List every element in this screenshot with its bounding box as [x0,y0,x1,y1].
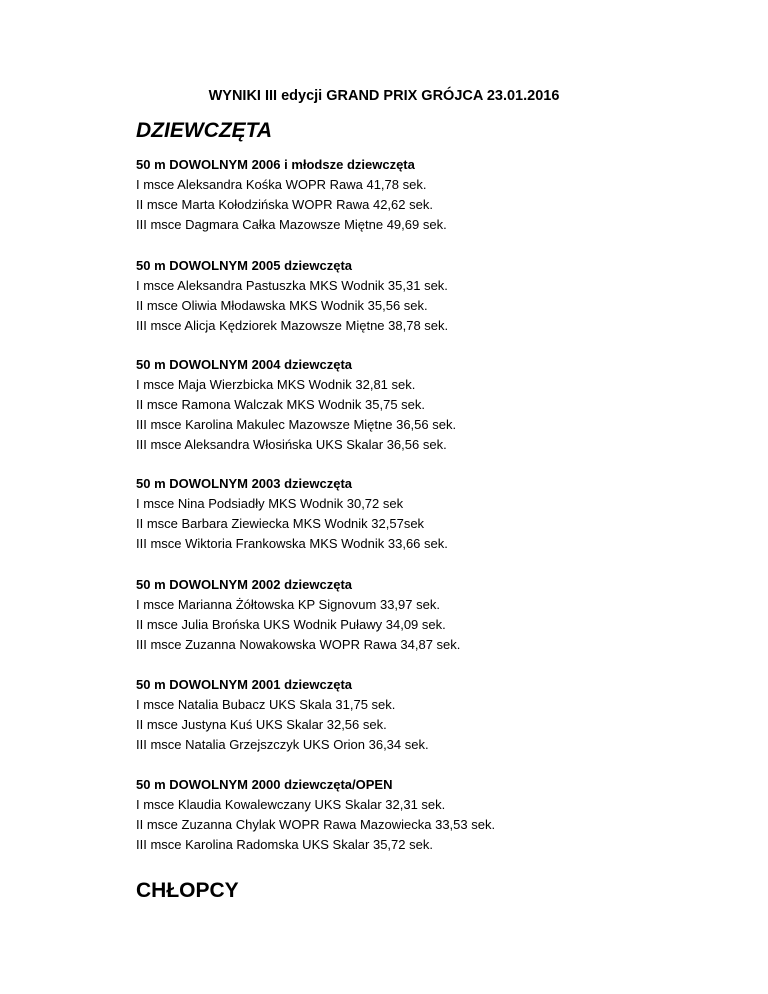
result-line: III msce Karolina Radomska UKS Skalar 35,72 sek. [136,837,433,852]
event-block [136,775,736,855]
event-title: 50 m DOWOLNYM 2003 dziewczęta [136,476,353,491]
result-line: II msce Ramona Walczak MKS Wodnik 35,75 sek. [136,397,425,412]
result-line: I msce Maja Wierzbicka MKS Wodnik 32,81 sek. [136,377,416,392]
event-title: 50 m DOWOLNYM 2001 dziewczęta [136,677,353,692]
event-block [136,256,736,336]
event-title: 50 m DOWOLNYM 2005 dziewczęta [136,258,353,273]
result-line: III msce Aleksandra Włosińska UKS Skalar 36,56 sek. [136,437,447,452]
event-block [136,355,736,455]
result-line: III msce Alicja Kędziorek Mazowsze Miętne 38,78 sek. [136,318,449,333]
result-line: I msce Aleksandra Kośka WOPR Rawa 41,78 sek. [136,177,427,192]
event-title: 50 m DOWOLNYM 2002 dziewczęta [136,577,353,592]
event-title: 50 m DOWOLNYM 2004 dziewczęta [136,357,353,372]
result-line: II msce Barbara Ziewiecka MKS Wodnik 32,57sek [136,516,425,531]
result-line: III msce Natalia Grzejszczyk UKS Orion 36,34 sek. [136,737,429,752]
event-block [136,575,736,655]
result-line: II msce Julia Brońska UKS Wodnik Puławy 34,09 sek. [136,617,446,632]
result-line: I msce Nina Podsiadły MKS Wodnik 30,72 sek [136,496,404,511]
result-line: III msce Zuzanna Nowakowska WOPR Rawa 34,87 sek. [136,637,461,652]
event-block [136,675,736,755]
result-line: III msce Wiktoria Frankowska MKS Wodnik 33,66 sek. [136,536,448,551]
document-title: WYNIKI III edycji GRAND PRIX GRÓJCA 23.01.2016 [208,88,560,104]
boys-section-heading: CHŁOPCY [136,879,239,902]
result-line: II msce Marta Kołodzińska WOPR Rawa 42,62 sek. [136,197,433,212]
event-title: 50 m DOWOLNYM 2006 i młodsze dziewczęta [136,157,415,172]
result-line: II msce Oliwia Młodawska MKS Wodnik 35,56 sek. [136,298,428,313]
result-line: I msce Aleksandra Pastuszka MKS Wodnik 35,31 sek. [136,278,448,293]
event-title: 50 m DOWOLNYM 2000 dziewczęta/OPEN [136,777,393,792]
result-line: I msce Klaudia Kowalewczany UKS Skalar 32,31 sek. [136,797,446,812]
result-line: I msce Natalia Bubacz UKS Skala 31,75 sek. [136,697,396,712]
result-line: II msce Justyna Kuś UKS Skalar 32,56 sek. [136,717,387,732]
result-line: II msce Zuzanna Chylak WOPR Rawa Mazowiecka 33,53 sek. [136,817,496,832]
result-line: III msce Karolina Makulec Mazowsze Miętne 36,56 sek. [136,417,457,432]
result-line: I msce Marianna Żółtowska KP Signovum 33,97 sek. [136,597,440,612]
event-block [136,155,736,235]
result-line: III msce Dagmara Całka Mazowsze Miętne 49,69 sek. [136,217,447,232]
girls-section-heading: DZIEWCZĘTA [136,119,273,142]
event-block [136,474,736,554]
